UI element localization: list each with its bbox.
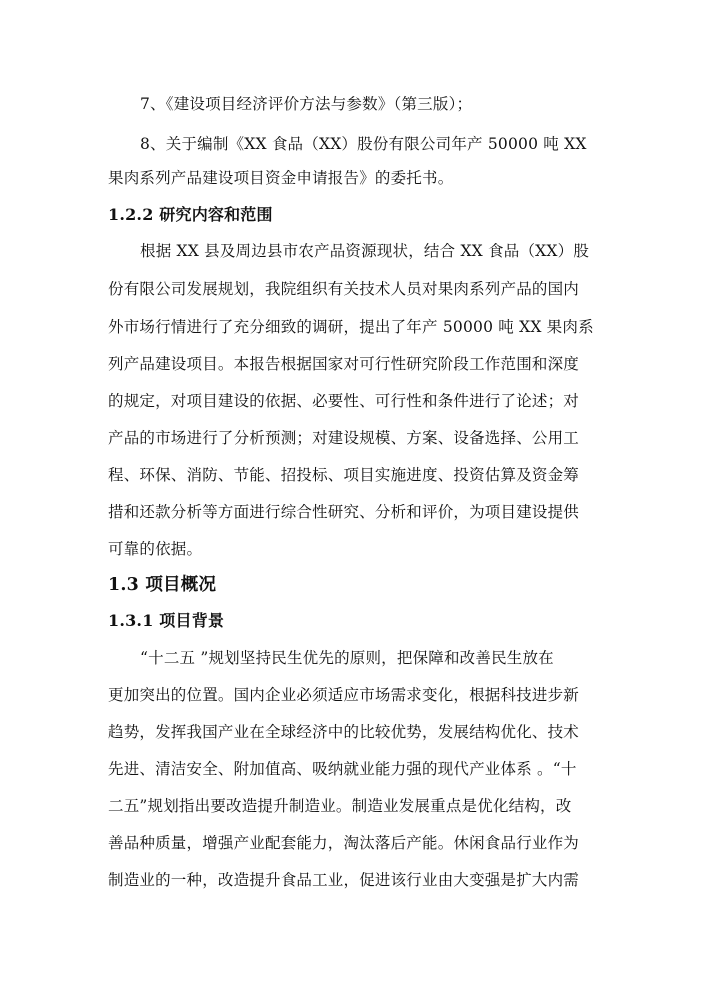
paragraph-line: 二五”规划指出要改造提升制造业。制造业发展重点是优化结构，改 bbox=[108, 797, 572, 815]
paragraph-line: 制造业的一种，改造提升食品工业，促进该行业由大变强是扩大内需 bbox=[108, 871, 580, 889]
reference-item-8-line-1: 8、关于编制《XX 食品（XX）股份有限公司年产 50000 吨 XX bbox=[140, 135, 587, 153]
reference-item-8-line-2: 果肉系列产品建设项目资金申请报告》的委托书。 bbox=[108, 169, 454, 187]
reference-item-7: 7、《建设项目经济评价方法与参数》（第三版）； bbox=[140, 95, 473, 113]
paragraph-line: 外市场行情进行了充分细致的调研，提出了年产 50000 吨 XX 果肉系 bbox=[108, 318, 594, 336]
paragraph-line: 程、环保、消防、节能、招投标、项目实施进度、投资估算及资金筹 bbox=[108, 466, 580, 484]
paragraph-line: 措和还款分析等方面进行综合性研究、分析和评价，为项目建设提供 bbox=[108, 503, 580, 521]
section-heading-1-3-1: 1.3.1 项目背景 bbox=[108, 611, 225, 630]
paragraph-line: 列产品建设项目。本报告根据国家对可行性研究阶段工作范围和深度 bbox=[108, 355, 580, 373]
paragraph-line: 可靠的依据。 bbox=[108, 540, 203, 558]
section-heading-1-3: 1.3 项目概况 bbox=[108, 575, 217, 595]
paragraph-line: 更加突出的位置。国内企业必须适应市场需求变化，根据科技进步新 bbox=[108, 686, 580, 704]
section-heading-1-2-2: 1.2.2 研究内容和范围 bbox=[108, 205, 273, 224]
paragraph-line: 善品种质量，增强产业配套能力，淘汰落后产能。休闲食品行业作为 bbox=[108, 834, 580, 852]
paragraph-line: 根据 XX 县及周边县市农产品资源现状，结合 XX 食品（XX）股 bbox=[140, 242, 590, 260]
paragraph-line: 的规定，对项目建设的依据、必要性、可行性和条件进行了论述；对 bbox=[108, 392, 580, 410]
paragraph-line: 份有限公司发展规划，我院组织有关技术人员对果肉系列产品的国内 bbox=[108, 280, 580, 298]
paragraph-line: 趋势，发挥我国产业在全球经济中的比较优势，发展结构优化、技术 bbox=[108, 723, 580, 741]
paragraph-line: “十二五 ”规划坚持民生优先的原则，把保障和改善民生放在 bbox=[140, 649, 554, 667]
paragraph-line: 先进、清洁安全、附加值高、吸纳就业能力强的现代产业体系 。“十 bbox=[108, 760, 577, 778]
paragraph-line: 产品的市场进行了分析预测；对建设规模、方案、设备选择、公用工 bbox=[108, 429, 580, 447]
